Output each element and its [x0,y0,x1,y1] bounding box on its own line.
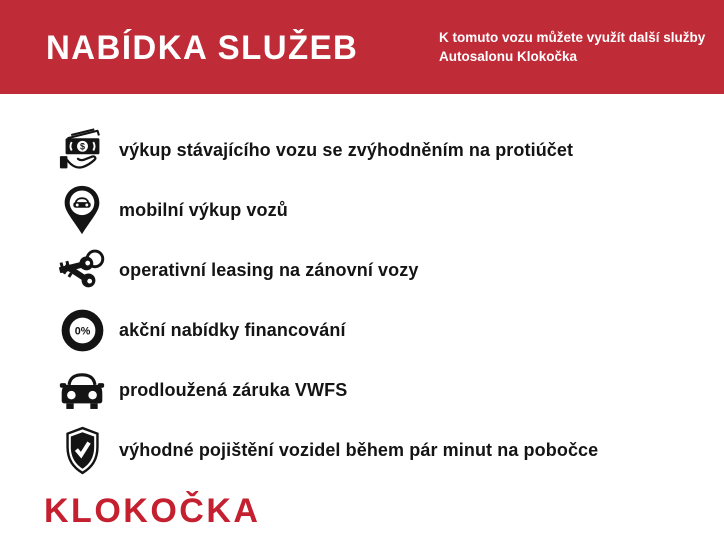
page-title: NABÍDKA SLUŽEB [46,29,359,67]
service-row-mobile-buyout [58,180,714,240]
shield-check-icon [58,424,106,476]
zero-percent-label: 0% [74,324,90,337]
service-label: prodloužená záruka VWFS [119,379,348,400]
service-label: výhodné pojištění vozidel během pár minut na pobočce [119,439,599,460]
car-keys-icon [58,244,106,296]
service-row-insurance [58,420,714,480]
service-row-trade-in [58,120,714,180]
klokocka-logo: KLOKOČKA [44,492,261,530]
service-label: výkup stávajícího vozu se zvýhodněním na protiúčet [119,139,574,160]
service-row-financing [58,300,714,360]
header-banner [0,0,724,94]
header-subtitle-line1: K tomuto vozu můžete využít další služby [439,30,706,45]
zero-percent-icon [58,304,106,356]
cash-in-hand-icon [58,124,106,176]
header-subtitle-line2: Autosalonu Klokočka [439,48,578,64]
service-row-leasing [58,240,714,300]
service-row-warranty [58,360,714,420]
service-label: akční nabídky financování [119,319,346,340]
car-icon [58,364,106,416]
svg-text:$: $ [79,141,85,152]
service-label: mobilní výkup vozů [119,199,288,220]
car-location-pin-icon [58,184,106,236]
services-list [58,120,714,480]
header-subtitle [439,29,705,66]
service-label: operativní leasing na zánovní vozy [119,259,419,280]
